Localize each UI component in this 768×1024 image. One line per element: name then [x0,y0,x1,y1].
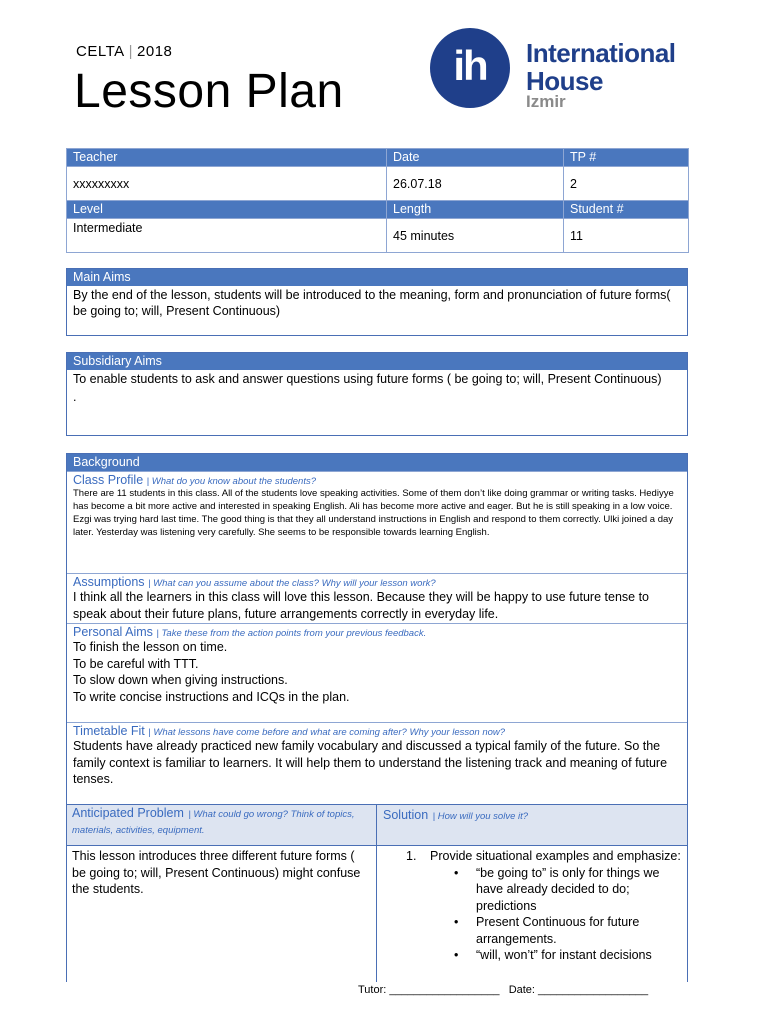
assumptions-question: | What can you assume about the class? Why will your lesson work? [148,578,436,589]
tp-label: TP # [564,149,689,167]
program-year [76,43,172,60]
subsidiary-aims-text: To enable students to ask and answer questions using future forms ( be going to; will, Present Continuous) [73,372,662,386]
bullet-icon: • [454,865,459,880]
solution-title: Solution [383,808,429,822]
logo-line-3: Izmir [526,92,566,111]
student-label: Student # [564,201,689,219]
problem-title: Anticipated Problem [72,806,184,820]
background-section [66,453,688,804]
program-label: CELTA [76,43,125,60]
page-title: Lesson Plan [74,65,344,118]
left-border [66,804,67,982]
length-label: Length [387,201,564,219]
solution-bullet [406,914,681,947]
tp-value: 2 [564,167,689,201]
personal-aim-line: To write concise instructions and ICQs in the plan. [73,689,350,704]
bullet-icon: • [454,948,459,962]
separator: | [128,43,134,60]
solution-bullet [406,865,681,915]
year-label: 2018 [137,43,173,60]
solution-item [406,848,681,865]
bullet-icon: • [454,915,459,929]
personal-aims [67,623,687,722]
student-value: 11 [564,219,689,253]
subsidiary-aims-label: Subsidiary Aims [67,353,687,370]
solution-bullet-text: “will, won’t” for instant decisions [476,948,652,962]
solution-bullet-text: Present Continuous for future arrangements. [476,915,640,946]
middle-border [376,804,377,982]
logo-line-1: International [526,38,676,68]
timetable-fit-text: Students have already practiced new family vocabulary and discussed a typical family of the future. So the family context is familiar to learners. It will help them to understand the listening track and meaning of future tenses. [73,739,668,786]
background-label: Background [67,454,687,471]
personal-aim-line: To finish the lesson on time. [73,640,228,654]
level-value: Intermediate [67,219,387,253]
footer [358,984,648,996]
problem-header [72,806,368,838]
tutor-line: __________________ [389,984,500,996]
date-line: __________________ [538,984,649,996]
ih-logo-mark: ih [430,28,510,108]
class-profile [67,471,687,573]
length-value: 45 minutes [387,219,564,253]
logo-line-2: House [526,66,603,96]
class-profile-question: | What do you know about the students? [146,476,317,487]
assumptions-title: Assumptions [73,575,145,589]
ih-logo [430,28,700,110]
info-table [66,148,689,253]
date-value: 26.07.18 [387,167,564,201]
timetable-fit [67,722,687,805]
timetable-fit-question: | What lessons have come before and what are coming after? Why your lesson now? [148,727,506,738]
problem-text: This lesson introduces three different future forms ( be going to; will, Present Continuous) might confuse the students. [72,849,361,896]
timetable-fit-title: Timetable Fit [73,724,145,738]
main-aims-section [66,268,688,336]
assumptions [67,573,687,623]
right-border [687,804,688,982]
personal-aims-title: Personal Aims [73,625,153,639]
solution-intro: Provide situational examples and emphasize: [430,849,681,863]
teacher-label: Teacher [67,149,387,167]
main-aims-text: By the end of the lesson, students will be introduced to the meaning, form and pronunciation of future forms( be going to; will, Present Continuous) [73,288,671,318]
solution-number: 1. [406,849,417,863]
solution-header [383,806,679,824]
personal-aims-question: | Take these from the action points from your previous feedback. [156,628,427,639]
personal-aim-line: To slow down when giving instructions. [73,673,288,687]
tutor-label: Tutor: [358,984,387,996]
personal-aim-line: To be careful with TTT. [73,656,199,671]
assumptions-text: I think all the learners in this class will love this lesson. Because they will be happy to use future tense to speak about their future plans, future arrangements correctly in everyday life. [73,590,649,621]
level-label: Level [67,201,387,219]
main-aims-label: Main Aims [67,269,687,286]
subsidiary-aims-section [66,352,688,436]
solution-list [406,848,681,964]
subsidiary-aims-dot: . [73,390,77,404]
solution-bullet [406,947,681,964]
class-profile-text: There are 11 students in this class. All of the students love speaking activities. Some of them don’t like doing grammar or writing tasks. Hediyye has become a bit more active and interested in speaking English. Ali has become more active and eager. But he is still speaking in a low voice. Ezgi was trying hard last time. The good thing is that they all understand instructions in English and respond to them correctly. Ulki joined a day later. Yesterday was listening very carefully. She seems to be responsible towards learning English. [73,488,674,538]
class-profile-title: Class Profile [73,473,144,487]
date-label: Date [387,149,564,167]
footer-date-label: Date: [508,984,535,996]
problem-solution-section [66,804,688,982]
solution-question: | How will you solve it? [432,811,529,822]
solution-bullet-text: “be going to” is only for things we have already decided to do; predictions [476,865,660,913]
teacher-value: xxxxxxxxx [67,167,387,201]
problem-question: | What could go wrong? Think of topics, materials, activities, equipment. [72,809,355,836]
